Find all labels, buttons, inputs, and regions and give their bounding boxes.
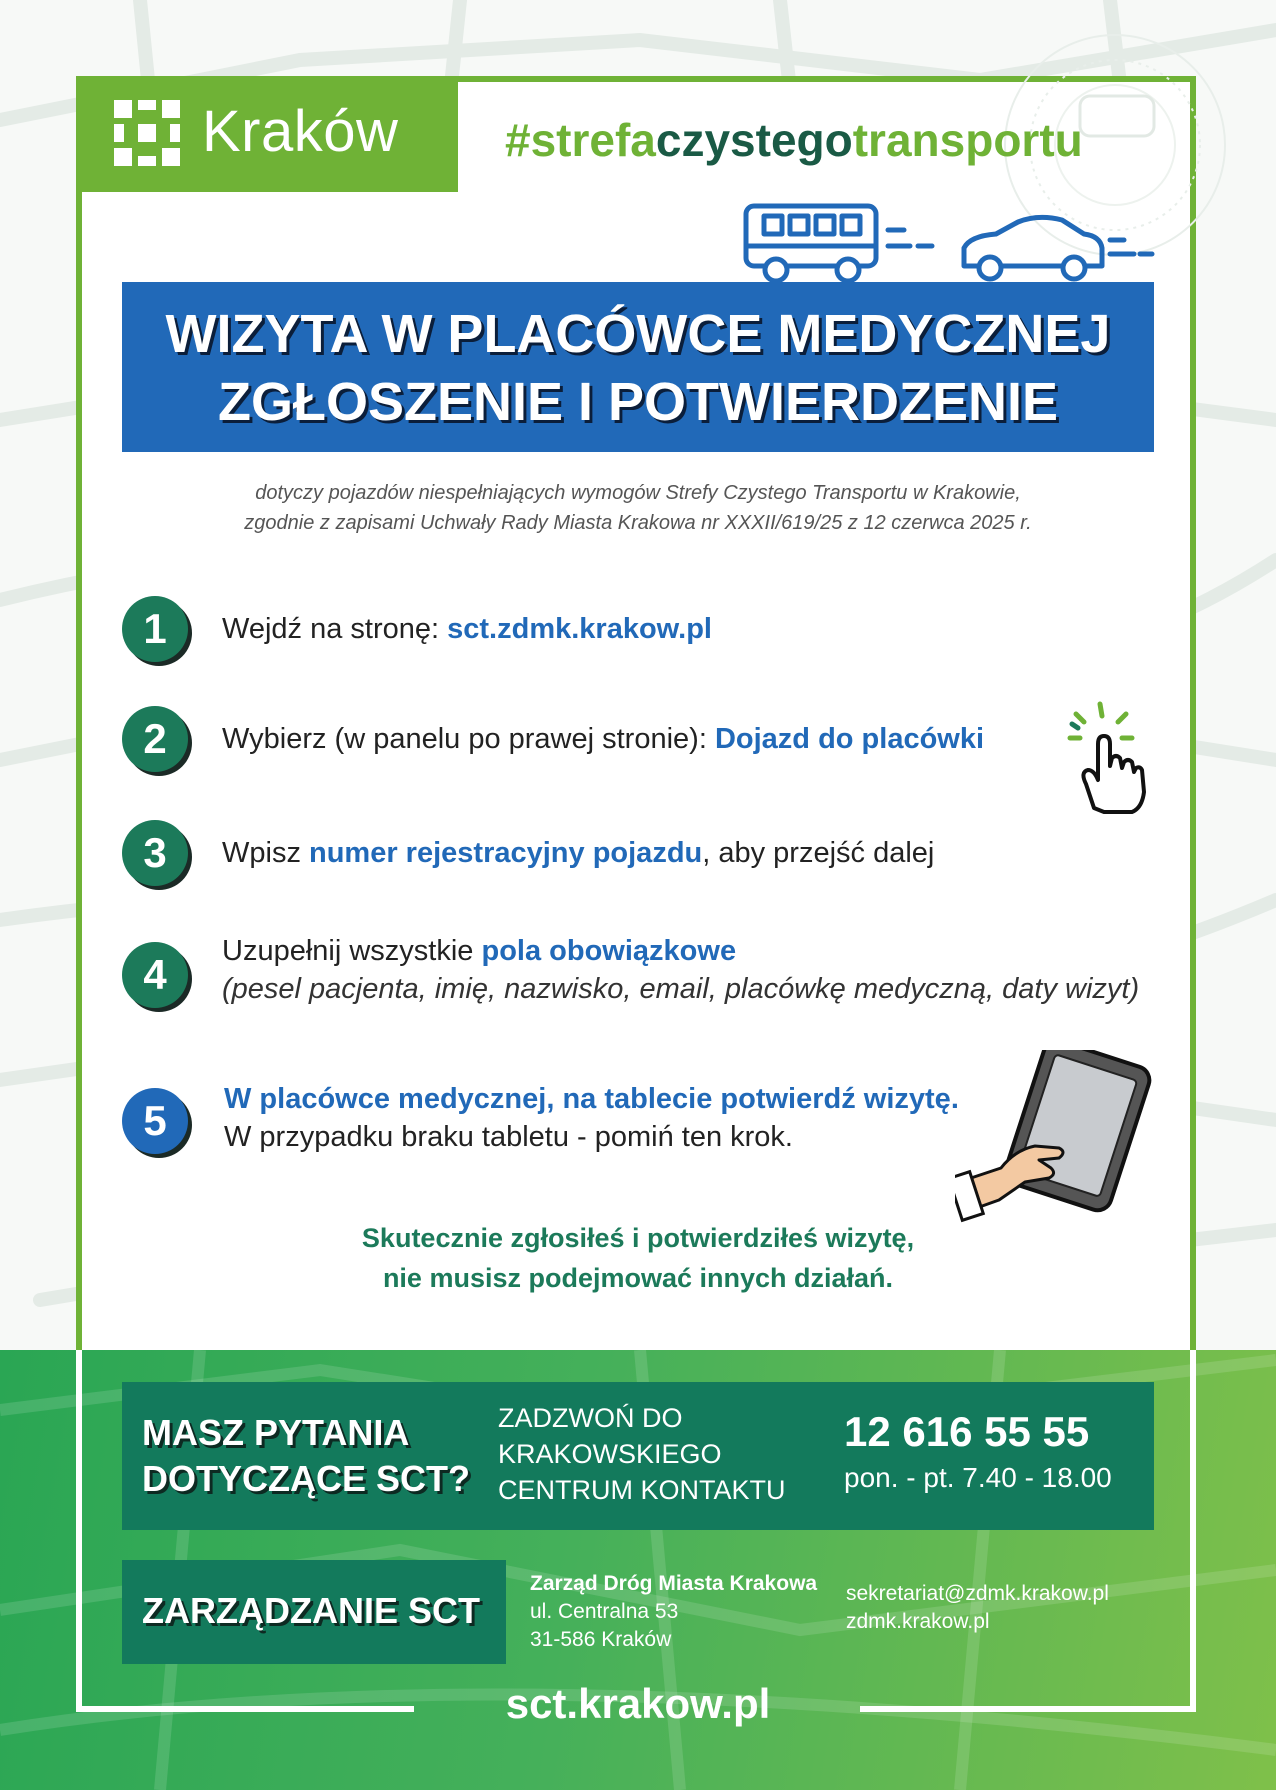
step-text-post: , aby przejść dalej [702, 837, 935, 869]
step-highlight: W placówce medycznej, na tablecie potwierdź wizytę. [224, 1083, 959, 1115]
management-address [530, 1570, 817, 1654]
call-line-1: ZADZWOŃ DO [498, 1403, 683, 1433]
step-note: (pesel pacjenta, imię, nazwisko, email, placówkę medyczną, daty wizyt) [222, 973, 1140, 1005]
questions-heading [142, 1410, 470, 1502]
step-text-pre: Wejdź na stronę: [222, 613, 448, 645]
hashtag-part-2: czystego [655, 114, 853, 166]
call-center-text [498, 1400, 786, 1508]
krakow-logo-icon [114, 100, 180, 166]
step-text-pre: Wpisz [222, 837, 309, 869]
title-line-2: ZGŁOSZENIE I POTWIERDZENIE [217, 372, 1059, 432]
step-number-badge: 2 [122, 706, 188, 772]
step-highlight: Dojazd do placówki [714, 723, 985, 755]
step-text [222, 720, 984, 758]
step-text [224, 1080, 959, 1156]
step-text [222, 834, 934, 872]
title-banner [122, 282, 1154, 452]
hashtag-part-1: #strefa [505, 114, 656, 166]
success-line-2: nie musisz podejmować innych działań. [382, 1263, 894, 1293]
contact-bar [122, 1382, 1154, 1530]
logo-text: Kraków [202, 99, 399, 164]
step-link[interactable]: sct.zdmk.krakow.pl [447, 613, 712, 645]
hashtag-part-3: transportu [852, 114, 1083, 166]
city-address: 31-586 Kraków [530, 1628, 672, 1651]
bus-and-car-icon [738, 200, 1158, 290]
success-message [122, 1218, 1154, 1298]
step-text [222, 610, 712, 648]
management-box [122, 1560, 506, 1664]
street-address: ul. Centralna 53 [530, 1600, 679, 1623]
subtitle-line-2: zgodnie z zapisami Uchwały Rady Miasta Krakowa nr XXXII/619/25 z 12 czerwca 2025 r. [244, 512, 1032, 534]
krakow-logo [76, 76, 458, 192]
step-text-post: W przypadku braku tabletu - pomiń ten krok. [224, 1121, 793, 1153]
management-contacts [846, 1580, 1109, 1636]
step-text [222, 932, 1139, 1008]
website-link[interactable]: zdmk.krakow.pl [846, 1610, 990, 1633]
hashtag-strefa-czystego-transportu [505, 113, 1083, 167]
step-text-pre: Wybierz (w panelu po prawej stronie): [222, 723, 715, 755]
phone-number[interactable]: 12 616 55 55 [844, 1408, 1090, 1455]
step-text-line [222, 932, 1139, 970]
email-link[interactable]: sekretariat@zdmk.krakow.pl [846, 1582, 1109, 1605]
step-number-badge: 5 [122, 1088, 188, 1154]
title-line-1: WIZYTA W PLACÓWCE MEDYCZNEJ [165, 304, 1111, 364]
step-number-badge: 4 [122, 942, 188, 1008]
step-number-badge: 3 [122, 820, 188, 886]
management-label: ZARZĄDZANIE SCT [142, 1590, 480, 1631]
pointing-hand-click-icon [1064, 700, 1154, 820]
step-highlight: numer rejestracyjny pojazdu [309, 837, 703, 869]
subtitle-line-1: dotyczy pojazdów niespełniających wymogów Strefy Czystego Transportu w Krakowie, [255, 482, 1021, 504]
footer-frame-left [76, 1350, 82, 1712]
success-line-1: Skutecznie zgłosiłeś i potwierdziłeś wizytę, [361, 1223, 915, 1253]
hand-holding-tablet-icon [955, 1050, 1155, 1230]
organization-name: Zarząd Dróg Miasta Krakowa [530, 1572, 818, 1595]
footer-frame-right [1190, 1350, 1196, 1712]
questions-line-2: DOTYCZĄCE SCT? [142, 1458, 470, 1499]
step-text-pre: Uzupełnij wszystkie [222, 935, 482, 967]
call-line-2: KRAKOWSKIEGO [498, 1439, 722, 1469]
opening-hours: pon. - pt. 7.40 - 18.00 [844, 1462, 1112, 1493]
step-number-badge: 1 [122, 596, 188, 662]
subtitle [122, 478, 1154, 538]
questions-line-1: MASZ PYTANIA [142, 1412, 410, 1453]
step-highlight: pola obowiązkowe [481, 935, 737, 967]
call-line-3: CENTRUM KONTAKTU [498, 1475, 786, 1505]
site-url[interactable]: sct.krakow.pl [505, 1680, 771, 1727]
